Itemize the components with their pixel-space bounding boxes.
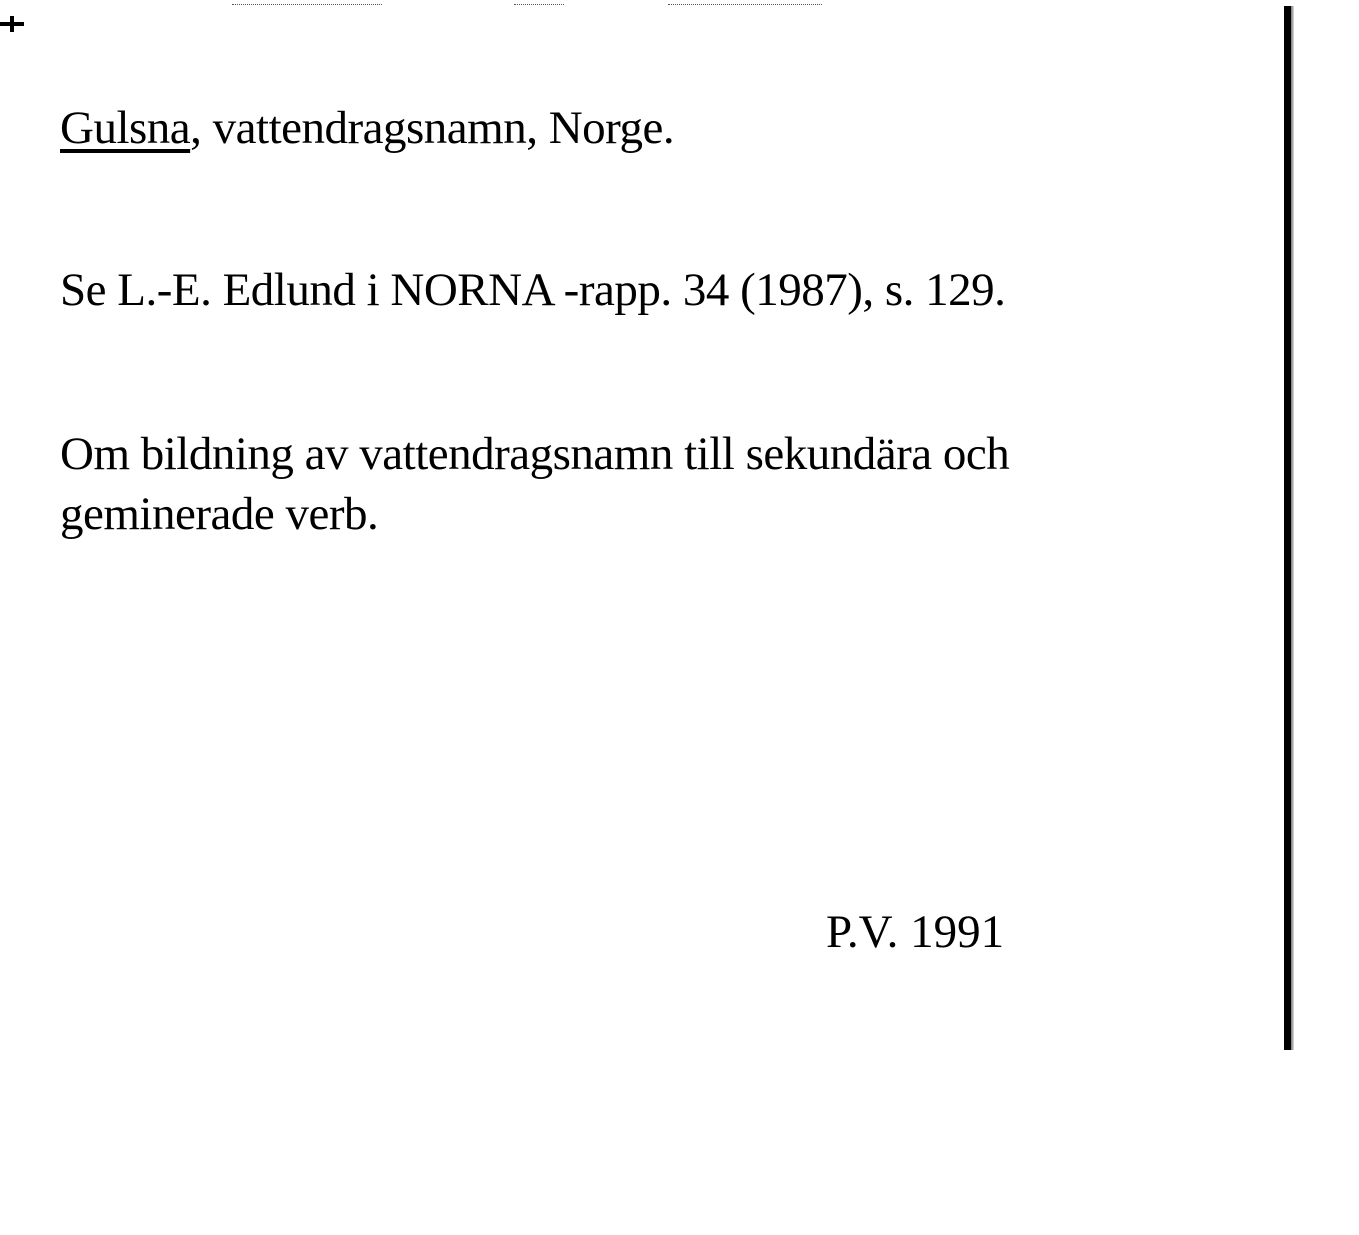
card-right-border	[1284, 6, 1294, 1050]
corner-cross-mark	[0, 14, 26, 36]
note-line: Om bildning av vattendragsnamn till sekundära och	[60, 428, 1010, 480]
note-text	[60, 424, 1009, 544]
entry-heading	[60, 100, 674, 156]
entry-name: Gulsna	[60, 102, 191, 154]
entry-description: , vattendragsnamn, Norge.	[190, 102, 675, 154]
scan-artifact-dash	[668, 4, 822, 6]
signature-date: P.V. 1991	[826, 906, 1005, 958]
scan-artifact-dash	[514, 4, 564, 6]
scan-artifact-dash	[232, 4, 382, 6]
note-line: geminerade verb.	[60, 488, 379, 540]
reference-line: Se L.-E. Edlund i NORNA -rapp. 34 (1987), s. 129.	[60, 264, 1006, 316]
